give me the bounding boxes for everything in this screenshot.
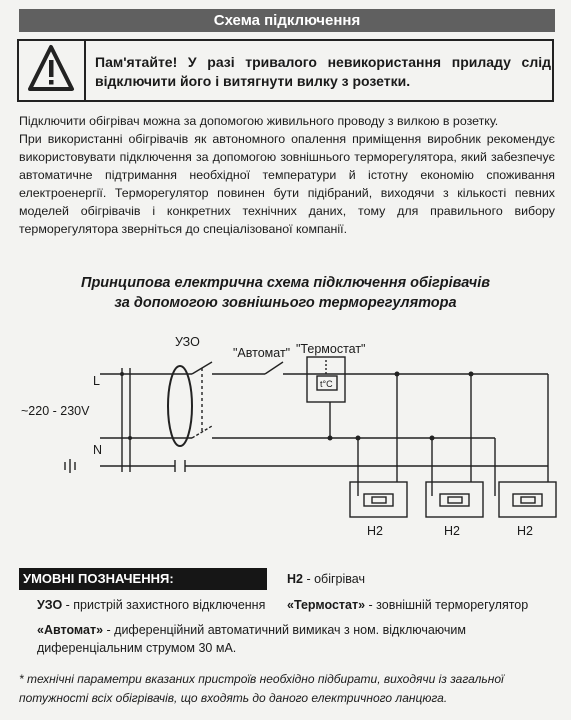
label-voltage: ~220 - 230V (21, 404, 90, 418)
legend-avtomat-term: «Автомат» (37, 623, 104, 637)
label-avtomat: "Автомат" (233, 346, 291, 360)
paragraph-2: При використанні обігрівачів як автономного опалення приміщення виробник рекомендує використовувати підключення за допомогою зовнішнього терморегулятора, який забезпечує автоматичне підтримання необхідної температури й істотну економію споживання електроенергії. Терморегулятор повинен бути підібраний, виходячи з кількості певних моделей обігрівачів і конкретних технічних даних, тому для правильного вибору терморегулятора зверніться до спеціалізованої компанії. (19, 132, 555, 236)
label-h2-1: H2 (367, 524, 383, 538)
legend-uzo (37, 596, 265, 614)
label-l: L (93, 374, 100, 388)
label-termostat: "Термостат" (296, 342, 366, 356)
paragraph-1: Підключити обігрівач можна за допомогою живильного проводу з вилкою в розетку. (19, 114, 499, 128)
legend-avtomat (37, 621, 552, 657)
legend-termostat (287, 596, 528, 614)
legend-avtomat-desc: - диференційний автоматичний вимикач з ном. відключаючим диференціальним струмом 30 мА. (37, 623, 466, 655)
label-tc: t°C (320, 379, 333, 389)
legend-h2-desc: - обігрівач (302, 572, 365, 586)
legend-termostat-desc: - зовнішній терморегулятор (365, 598, 529, 612)
footnote: * технічні параметри вказаних пристроїв необхідно підбирати, виходячи із загальної потужності всіх обігрівачів, що входять до даного електричного ланцюга. (19, 672, 504, 705)
diagram-title-line2: за допомогою зовнішнього терморегулятора (114, 295, 457, 311)
legend-uzo-desc: - пристрій захистного відключення (62, 598, 266, 612)
section-header: Схема підключення (19, 9, 555, 32)
legend-h2-term: H2 (287, 572, 303, 586)
legend-header: УМОВНІ ПОЗНАЧЕННЯ: (19, 568, 267, 590)
warning-text: Пам'ятайте! У разі тривалого невикористання приладу слід відключити його і витягнути вилку з розетки. (95, 54, 551, 89)
legend-termostat-term: «Термостат» (287, 598, 366, 612)
diagram-title-line1: Принципова електрична схема підключення обігрівачів (81, 275, 490, 291)
label-n: N (93, 443, 103, 457)
legend-h2 (287, 570, 365, 588)
legend-uzo-term: УЗО (37, 598, 63, 612)
label-h2-2: H2 (444, 524, 460, 538)
label-h2-3: H2 (517, 524, 533, 538)
label-uzo: УЗО (175, 335, 200, 349)
